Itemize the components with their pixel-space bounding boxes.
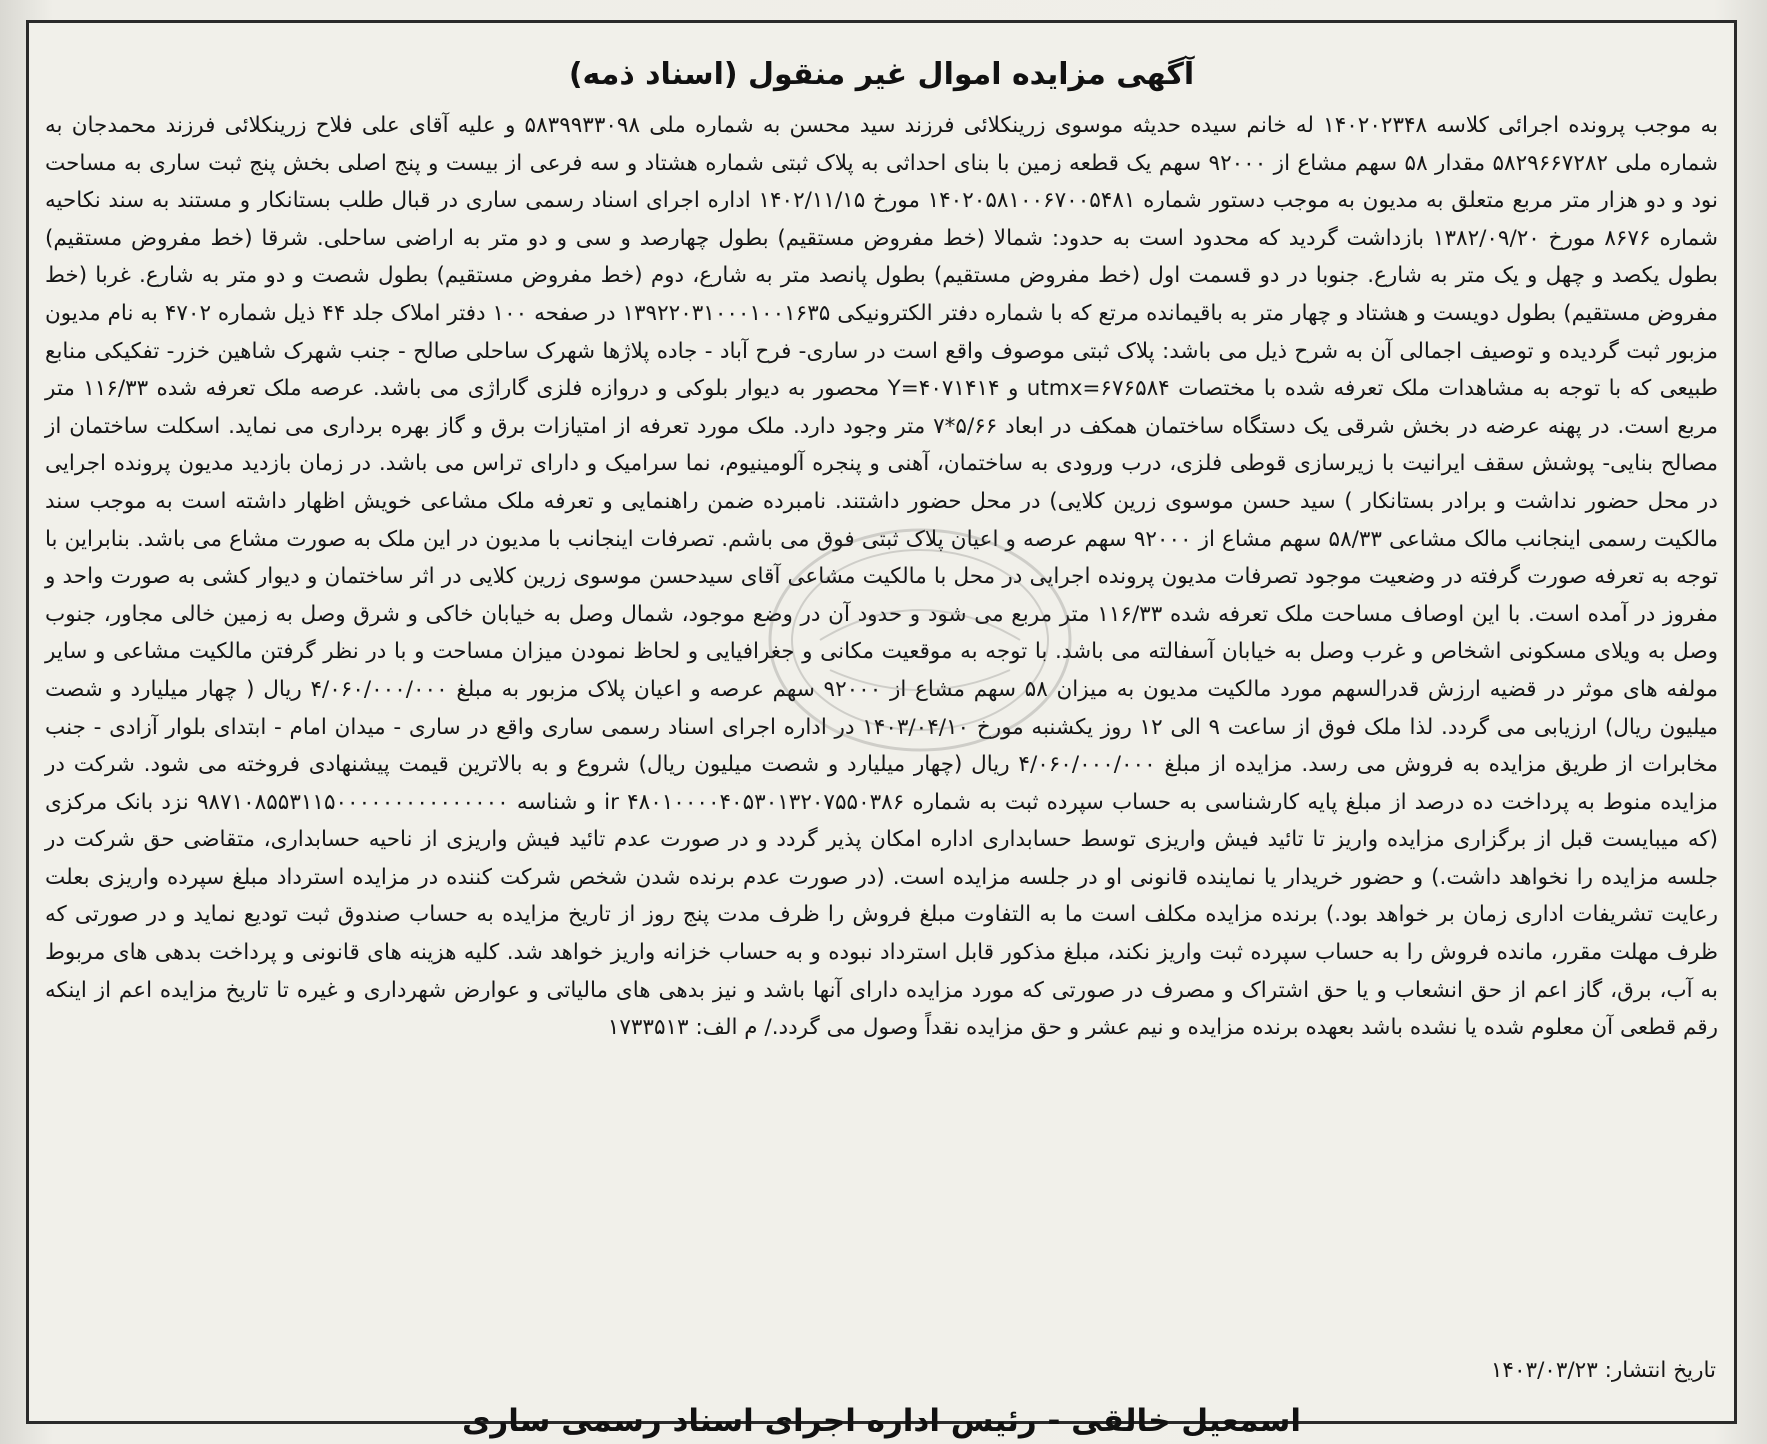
notice-body: به موجب پرونده اجرائی کلاسه ۱۴۰۲۰۲۳۴۸ له خانم سیده حدیثه موسوی زرینکلائی فرزند سید محسن به شماره ملی ۵۸۳۹۹۳۳۰۹۸ و علیه آقای علی فلاح زرینکلائی فرزند محمدجان به شماره ملی ۵۸۲۹۶۶۷۲۸۲ مقدار ۵۸ سهم مشاع از ۹۲۰۰۰ سهم یک قطعه زمین با بنای احداثی به پلاک ثبتی شماره هشتاد و سه فرعی از بیست و پنج اصلی بخش پنج ثبت ساری به مساحت نود و دو هزار متر مربع متعلق به مدیون به موجب دستور شماره ۱۴۰۲۰۵۸۱۰۰۶۷۰۰۵۴۸۱ مورخ ۱۴۰۲/۱۱/۱۵ اداره اجرای اسناد رسمی ساری در قبال طلب بستانکار و مستند به سند نکاحیه شماره ۸۶۷۶ مورخ ۱۳۸۲/۰۹/۲۰ بازداشت گردید که محدود است به حدود: شمالا (خط مفروض مستقیم) بطول چهارصد و سی و دو متر به اراضی ساحلی. شرقا (خط مفروض مستقیم) بطول یکصد و چهل و یک متر به شارع. جنوبا در دو قسمت اول (خط مفروض مستقیم) بطول پانصد متر به شارع، دوم (خط مفروض مستقیم) بطول شصت و دو متر به شارع. غربا (خط مفروض مستقیم) بطول دویست و هشتاد و چهار متر به باقیمانده مرتع که با شماره دفتر الکترونیکی ۱۳۹۲۲۰۳۱۰۰۰۱۰۰۱۶۳۵ در صفحه ۱۰۰ دفتر املاک جلد ۴۴ ذیل شماره ۴۷۰۲ به نام مدیون مزبور ثبت گردیده و توصیف اجمالی آن به شرح ذیل می باشد: پلاک ثبتی موصوف واقع است در ساری- فرح آباد - جاده پلاژها شهرک ساحلی صالح - جنب شهرک شاهین خزر- تفکیکی منابع طبیعی که با توجه به مشاهدات ملک تعرفه شده با مختصات utmx=۶۷۶۵۸۴ و Y=۴۰۷۱۴۱۴ محصور به دیوار بلوکی و دروازه فلزی گاراژی می باشد. عرصه ملک تعرفه شده ۱۱۶/۳۳ متر مربع است. در پهنه عرضه در بخش شرقی یک دستگاه ساختمان همکف در ابعاد ۵/۶۶*۷ متر وجود دارد. ملک مورد تعرفه از امتیازات برق و گاز بهره برداری می نماید. اسکلت ساختمان از مصالح بنایی- پوشش سقف ایرانیت با زیرسازی قوطی فلزی، درب ورودی به ساختمان، آهنی و پنجره آلومینیوم، نما سرامیک و دارای تراس می باشد. در زمان بازدید مدیون پرونده اجرایی در محل حضور نداشت و برادر بستانکار ) سید حسن موسوی زرین کلایی) در محل حضور داشتند. نامبرده ضمن راهنمایی و تعرفه ملک مشاعی خویش اظهار داشته است به موجب سند مالکیت رسمی اینجانب مالک مشاعی ۵۸/۳۳ سهم مشاع از ۹۲۰۰۰ سهم عرصه و اعیان پلاک ثبتی فوق می باشم. تصرفات اینجانب با مدیون در این ملک به صورت مشاع می باشد. بنابراین با توجه به تعرفه صورت گرفته در وضعیت موجود تصرفات مدیون پرونده اجرایی در محل با مالکیت مشاعی آقای سیدحسن موسوی زرین کلایی در اثر ساختمان و دیوار کشی به صورت واحد و مفروز در آمده است. با این اوصاف مساحت ملک تعرفه شده ۱۱۶/۳۳ متر مربع می شود و حدود آن در وضع موجود، شمال وصل به خیابان خاکی و شرق وصل به زمین خالی مجاور، جنوب وصل به ویلای مسکونی اشخاص و غرب وصل به خیابان آسفالته می باشد. با توجه به موقعیت مکانی و جغرافیایی و لحاظ نمودن میزان مساحت و با در نظر گرفتن مالکیت مشاعی و سایر مولفه های موثر در قضیه ارزش قدرالسهم مورد مالکیت مدیون به میزان ۵۸ سهم مشاع از ۹۲۰۰۰ سهم عرصه و اعیان پلاک مزبور به مبلغ ۴/۰۶۰/۰۰۰/۰۰۰ ریال ( چهار میلیارد و شصت میلیون ریال) ارزیابی می گردد. لذا ملک فوق از ساعت ۹ الی ۱۲ روز یکشنبه مورخ ۱۴۰۳/۰۴/۱۰ در اداره اجرای اسناد رسمی ساری واقع در ساری - میدان امام - ابتدای بلوار آزادی - جنب مخابرات از طریق مزایده به فروش می رسد. مزایده از مبلغ ۴/۰۶۰/۰۰۰/۰۰۰ ریال (چهار میلیارد و شصت میلیون ریال) شروع و به بالاترین قیمت پیشنهادی فروخته می شود. شرکت در مزایده منوط به پرداخت ده درصد از مبلغ پایه کارشناسی به حساب سپرده ثبت به شماره ir ۴۸۰۱۰۰۰۰۴۰۵۳۰۱۳۲۰۷۵۵۰۳۸۶ و شناسه ۹۸۷۱۰۸۵۵۳۱۱۵۰۰۰۰۰۰۰۰۰۰۰۰۰۰۰ نزد بانک مرکزی (که میبایست قبل از برگزاری مزایده واریز تا تائید فیش واریزی توسط حسابداری اداره امکان پذیر گردد و در صورت عدم تائید فیش واریزی از ناحیه حسابداری، متقاضی حق شرکت در جلسه مزایده را نخواهد داشت.) و حضور خریدار یا نماینده قانونی او در جلسه مزایده است. (در صورت عدم برنده شدن شخص شرکت کننده در مزایده استرداد مبلغ سپرده واریزی بعلت رعایت تشریفات اداری زمان بر خواهد بود.) برنده مزایده مکلف است ما به التفاوت مبلغ فروش را ظرف مدت پنج روز از تاریخ مزایده به حساب صندوق ثبت تودیع نماید و در صورتی که ظرف مهلت مقرر، مانده فروش را به حساب سپرده ثبت واریز نکند، مبلغ مذکور قابل استرداد نبوده و به حساب خزانه واریز خواهد شد. کلیه هزینه های قانونی و پرداخت بدهی های مربوط به آب، برق، گاز اعم از حق انشعاب و یا حق اشتراک و مصرف در صورتی که مورد مزایده دارای آنها باشد و نیز بدهی های مالیاتی و عوارض شهرداری و غیره تا تاریخ مزایده اعم از اینکه رقم قطعی آن معلوم شده یا نشده باشد بعهده برنده مزایده و نیم عشر و حق مزایده نقداً وصول می گردد./ م الف: ۱۷۳۳۵۱۳ bbox=[45, 113, 1719, 1041]
publish-date: تاریخ انتشار: ۱۴۰۳/۰۳/۲۳ bbox=[1490, 1358, 1716, 1383]
notice-frame bbox=[26, 20, 1737, 1439]
notice-title: آگهی مزایده اموال غیر منقول (اسناد ذمه) bbox=[568, 57, 1195, 92]
signature-line: اسمعیل خالقی - رئیس اداره اجرای اسناد رسمی ساری bbox=[462, 1403, 1301, 1439]
